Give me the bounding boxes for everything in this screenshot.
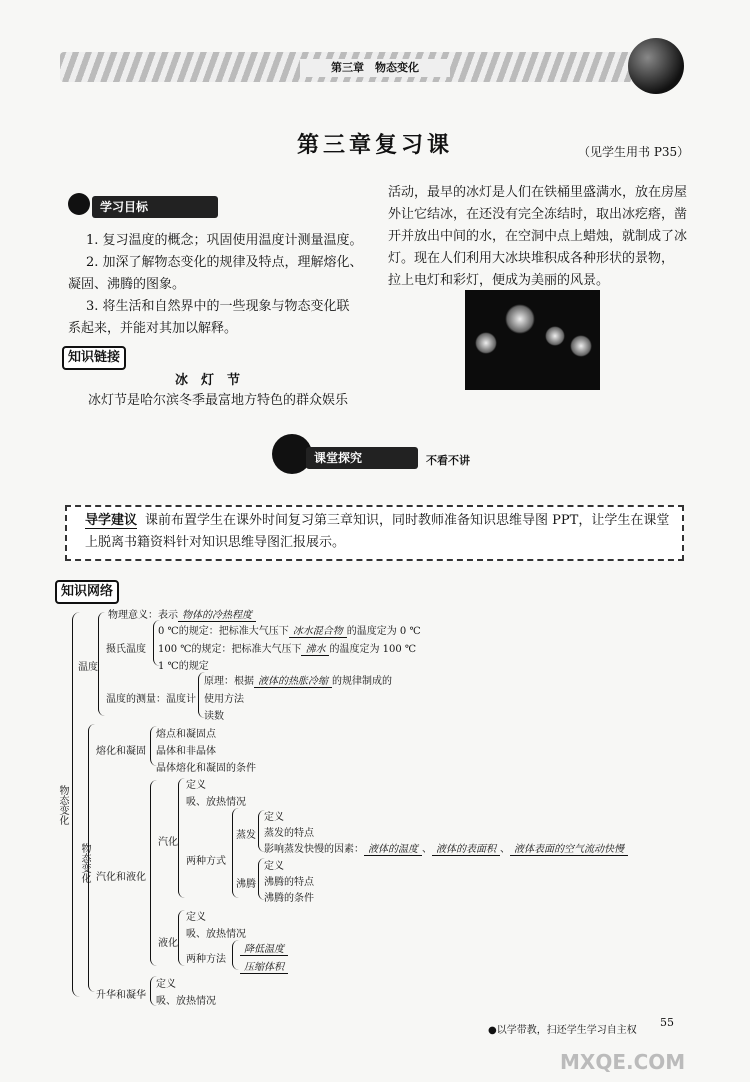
zero-rule: 0 ℃的规定：把标准大气压下 冰水混合物 的温度定为 0 ℃ (158, 626, 421, 637)
boil-definition: 定义 (264, 861, 284, 872)
liq-definition: 定义 (186, 912, 206, 923)
watermark: MXQE.COM (560, 1050, 686, 1074)
liq-method: 降低温度 (240, 940, 288, 955)
sub-absorb: 吸、放热情况 (156, 996, 216, 1007)
melting-label: 熔化和凝固 (96, 746, 146, 757)
melting-item: 熔点和凝固点 (156, 729, 216, 740)
evaporation-label: 蒸发 (236, 830, 256, 841)
objectives-heading: 学习目标 (92, 196, 218, 218)
guide-tag: 导学建议 (85, 513, 138, 528)
text-line: 开并放出中间的水，在空洞中点上蜡烛，就制成了冰 (388, 229, 688, 244)
objective-item: 3. 将生活和自然界中的一些现象与物态变化联 (86, 299, 350, 314)
vapor-definition: 定义 (186, 780, 206, 791)
liq-two-methods: 两种方法 (186, 954, 226, 965)
mid-banner-heading: 课堂探究 (306, 447, 418, 469)
boil-feature: 沸腾的特点 (264, 877, 314, 888)
reading: 读数 (204, 711, 224, 722)
objective-item: 凝固、沸腾的图象。 (68, 277, 186, 292)
text-line: 活动，最早的冰灯是人们在铁桶里盛满水，放在房屋 (388, 185, 688, 200)
principle: 原理：根据 液体的热胀冷缩 的规律制成的 (204, 676, 392, 687)
sublimation-label: 升华和凝华 (96, 990, 146, 1001)
melting-item: 晶体和非晶体 (156, 746, 216, 757)
physical-meaning: 物理意义：表示 物体的冷热程度 (108, 606, 256, 621)
one-degree-rule: 1 ℃的规定 (158, 661, 209, 672)
knowledge-left-text: 冰灯节是哈尔滨冬季最富地方特色的群众娱乐 (88, 393, 349, 408)
map-brace (178, 910, 185, 966)
knowledge-link-tag: 知识链接 (62, 346, 126, 370)
celsius-label: 摄氏温度 (106, 644, 146, 655)
hundred-rule: 100 ℃的规定：把标准大气压下 沸水 的温度定为 100 ℃ (158, 644, 417, 655)
temperature-label: 温度 (78, 662, 98, 673)
liq-absorb: 吸、放热情况 (186, 929, 246, 940)
section-subtitle: 冰 灯 节 (175, 373, 241, 388)
two-ways: 两种方式 (186, 856, 226, 867)
vapor-absorb: 吸、放热情况 (186, 797, 246, 808)
measure-label: 温度的测量：温度计 (106, 694, 196, 705)
melting-item: 晶体熔化和凝固的条件 (156, 763, 256, 774)
map-brace (98, 612, 105, 716)
liquefaction-label: 液化 (158, 938, 178, 949)
boiling-label: 沸腾 (236, 879, 256, 890)
sub-definition: 定义 (156, 979, 176, 990)
objective-item: 系起来，并能对其加以解释。 (68, 321, 238, 336)
guide-text: 课前布置学生在课外时间复习第三章知识，同时教师准备知识思维导图 PPT，让学生在课堂上脱离书籍资料针对知识思维导图汇报展示。 (85, 513, 670, 550)
evap-factors: 影响蒸发快慢的因素： 液体的温度 、 液体的表面积 、 液体表面的空气流动快慢 (264, 840, 628, 855)
liq-method: 压缩体积 (240, 958, 288, 973)
vapor-label: 汽化 (158, 837, 178, 848)
boil-condition: 沸腾的条件 (264, 893, 314, 904)
map-root: 物态变化 (57, 785, 68, 825)
evap-feature: 蒸发的特点 (264, 828, 314, 839)
usage: 使用方法 (204, 694, 244, 705)
map-brace (232, 940, 239, 970)
evap-definition: 定义 (264, 812, 284, 823)
vaporization-label: 汽化和液化 (96, 872, 146, 883)
sub-root: 物态变化 (79, 843, 90, 883)
objective-item: 1. 复习温度的概念；巩固使用温度计测量温度。 (86, 233, 363, 248)
chapter-label: 第三章 物态变化 (300, 59, 450, 77)
text-line: 外让它结冰，在还没有完全冻结时，取出冰疙瘩，凿 (388, 207, 688, 222)
footer-motto: ●以学带教，扫还学生学习自主权 (488, 1025, 637, 1036)
text-line: 拉上电灯和彩灯，便成为美丽的风景。 (388, 273, 610, 288)
page-number: 55 (660, 1016, 674, 1029)
text-line: 灯。现在人们利用大冰块堆积成各种形状的景物， (388, 251, 675, 266)
reference-note: （见学生用书 P35） (578, 145, 690, 159)
map-brace (150, 780, 157, 966)
mid-banner-note: 不看不讲 (426, 454, 470, 467)
page-title: 第三章复习课 (296, 132, 453, 158)
network-tag: 知识网络 (55, 580, 119, 604)
objective-item: 2. 加深了解物态变化的规律及特点，理解熔化、 (86, 255, 363, 270)
map-brace (178, 778, 185, 898)
